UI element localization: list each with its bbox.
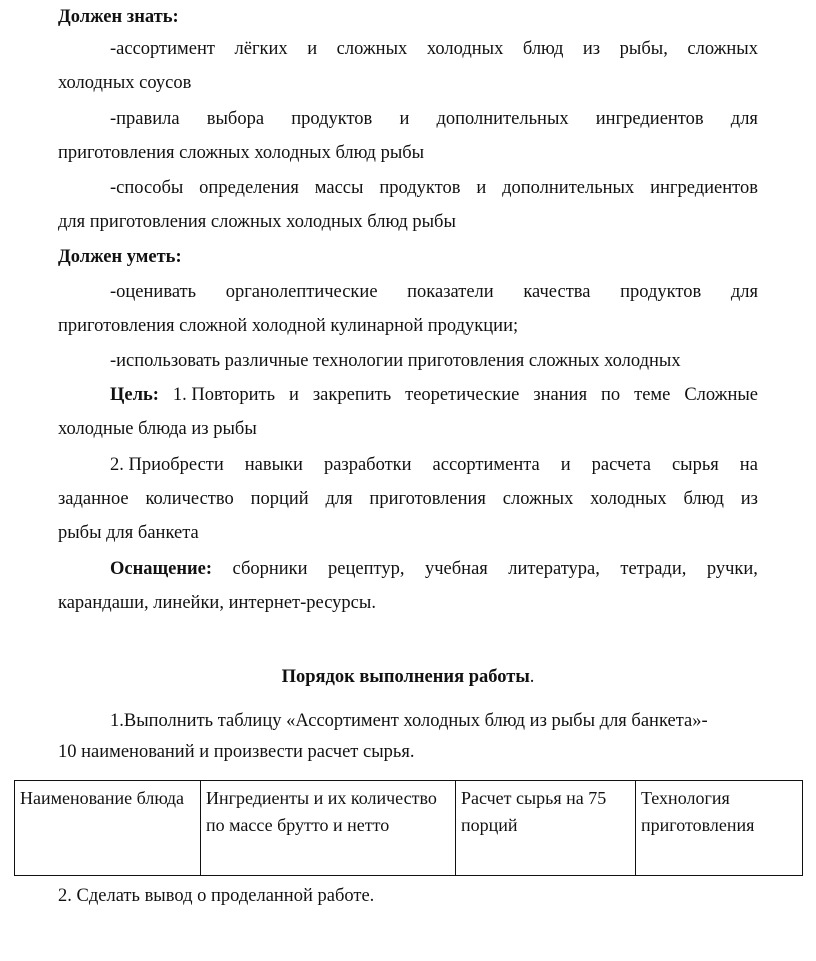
word: и bbox=[476, 178, 487, 198]
word: Сложные bbox=[684, 385, 758, 405]
word: и bbox=[560, 455, 571, 475]
word: блюд bbox=[683, 489, 724, 509]
word: дополнительных bbox=[502, 178, 635, 198]
word: продуктов bbox=[291, 109, 373, 129]
word: сборники bbox=[232, 559, 308, 579]
able-item-2-line-1: -использовать различные технологии приготовления сложных холодных bbox=[110, 351, 681, 371]
word: ручки, bbox=[706, 559, 758, 579]
header-raw-calculation: Расчет сырья на 75 порций bbox=[456, 781, 636, 876]
word: расчета bbox=[591, 455, 651, 475]
word: дополнительных bbox=[436, 109, 569, 129]
word: -способы bbox=[110, 178, 184, 198]
word: заданное bbox=[58, 489, 129, 509]
able-heading: Должен уметь: bbox=[58, 247, 182, 267]
know-item-3-line-2: для приготовления сложных холодных блюд рыбы bbox=[58, 212, 456, 232]
goal-item-1-line-2: холодные блюда из рыбы bbox=[58, 419, 257, 439]
word: -оценивать bbox=[110, 282, 197, 302]
word: ингредиентов bbox=[595, 109, 704, 129]
assortment-table bbox=[14, 780, 803, 876]
step-2: 2. Сделать вывод о проделанной работе. bbox=[58, 886, 375, 906]
word: сложных bbox=[502, 489, 574, 509]
word: для bbox=[730, 109, 758, 129]
word: по bbox=[601, 385, 621, 405]
step-1-line-2: 10 наименований и произвести расчет сырья. bbox=[58, 742, 415, 762]
goal-item-2-line-3: рыбы для банкета bbox=[58, 523, 199, 543]
word: 1. Повторить bbox=[172, 385, 276, 405]
word: и bbox=[307, 39, 318, 59]
word: показатели bbox=[407, 282, 494, 302]
word: лёгких bbox=[234, 39, 288, 59]
word: разработки bbox=[323, 455, 412, 475]
word: блюд bbox=[522, 39, 564, 59]
know-item-2-line-2: приготовления сложных холодных блюд рыбы bbox=[58, 143, 425, 163]
word: рецептур, bbox=[328, 559, 405, 579]
word: для bbox=[730, 282, 758, 302]
header-ingredients: Ингредиенты и их количество по массе брутто и нетто bbox=[201, 781, 456, 876]
word: качества bbox=[523, 282, 591, 302]
goal-item-2-line-1 bbox=[110, 454, 758, 476]
step-1-line-1: 1.Выполнить таблицу «Ассортимент холодных блюд из рыбы для банкета»- bbox=[110, 711, 708, 731]
word: из bbox=[740, 489, 758, 509]
know-heading: Должен знать: bbox=[58, 7, 179, 27]
word: рыбы, bbox=[619, 39, 668, 59]
word: приготовления bbox=[369, 489, 486, 509]
goal-item-1-line-1 bbox=[110, 384, 758, 406]
word: тетради, bbox=[620, 559, 687, 579]
word: сырья bbox=[671, 455, 719, 475]
word: теоретические bbox=[405, 385, 520, 405]
word: -ассортимент bbox=[110, 39, 215, 59]
word: закрепить bbox=[312, 385, 392, 405]
goal-label: Цель: bbox=[110, 385, 159, 405]
equipment-line-2: карандаши, линейки, интернет-ресурсы. bbox=[58, 593, 376, 613]
word: ингредиентов bbox=[650, 178, 758, 198]
know-item-1-line-2: холодных соусов bbox=[58, 73, 192, 93]
word: литература, bbox=[508, 559, 600, 579]
word: массы bbox=[314, 178, 364, 198]
word: и bbox=[289, 385, 299, 405]
word: сложных bbox=[336, 39, 408, 59]
equipment-label: Оснащение: bbox=[110, 559, 213, 579]
table-header-row bbox=[15, 781, 803, 876]
equipment-line-1 bbox=[110, 558, 758, 580]
procedure-heading: Порядок выполнения работы. bbox=[281, 667, 535, 687]
word: сложных bbox=[687, 39, 758, 59]
word: продуктов bbox=[379, 178, 461, 198]
word: холодных bbox=[426, 39, 504, 59]
word: продуктов bbox=[620, 282, 702, 302]
word: 2. Приобрести bbox=[110, 455, 224, 475]
able-item-1-line-1 bbox=[110, 281, 758, 303]
word: холодных bbox=[590, 489, 667, 509]
word: определения bbox=[199, 178, 299, 198]
goal-item-2-line-2 bbox=[58, 488, 758, 510]
word: выбора bbox=[206, 109, 265, 129]
header-technology: Технология приготовления bbox=[636, 781, 803, 876]
know-item-2-line-1 bbox=[110, 108, 758, 130]
word: из bbox=[582, 39, 601, 59]
word: ассортимента bbox=[432, 455, 540, 475]
able-item-1-line-2: приготовления сложной холодной кулинарной продукции; bbox=[58, 316, 519, 336]
word: порций bbox=[250, 489, 309, 509]
word: навыки bbox=[244, 455, 303, 475]
word: на bbox=[739, 455, 758, 475]
word: количество bbox=[145, 489, 234, 509]
word: для bbox=[325, 489, 353, 509]
know-item-1-line-1 bbox=[110, 38, 758, 60]
word: органолептические bbox=[225, 282, 378, 302]
word: и bbox=[399, 109, 410, 129]
word: знания bbox=[533, 385, 588, 405]
header-dish-name: Наименование блюда bbox=[15, 781, 201, 876]
word: теме bbox=[634, 385, 671, 405]
know-item-3-line-1 bbox=[110, 177, 758, 199]
word: -правила bbox=[110, 109, 180, 129]
word: учебная bbox=[424, 559, 488, 579]
